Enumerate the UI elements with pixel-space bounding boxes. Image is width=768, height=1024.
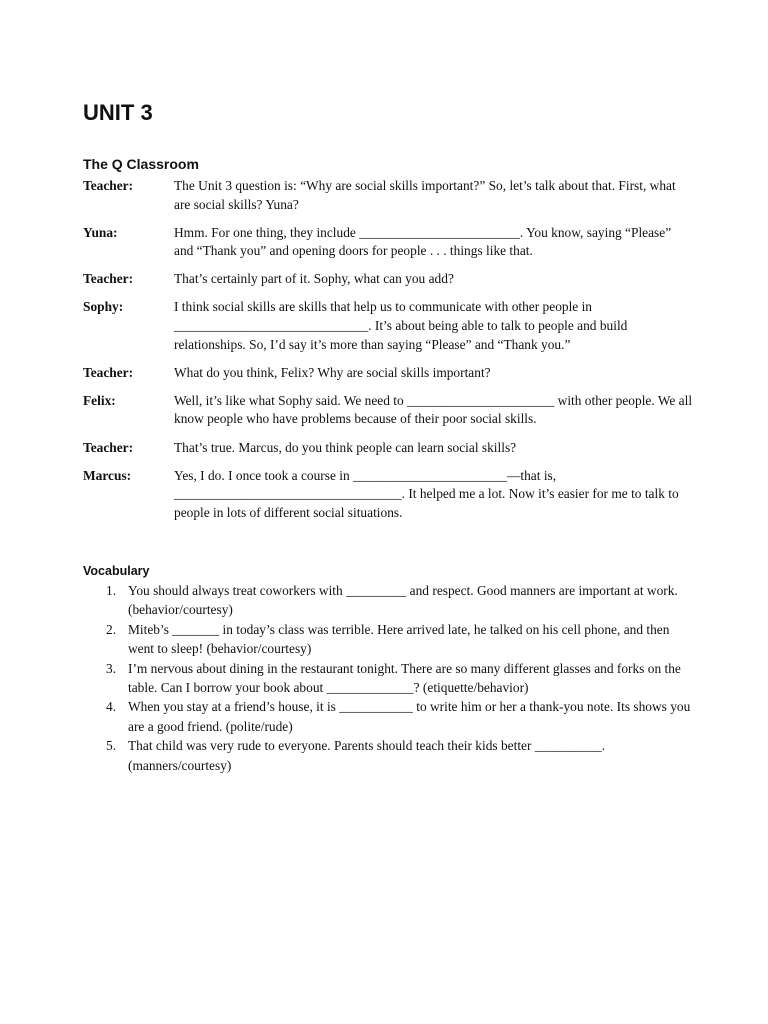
item-number: 5.	[106, 738, 117, 754]
vocabulary-heading: Vocabulary	[83, 564, 150, 578]
dialogue-turn	[83, 467, 693, 523]
dialogue-turn	[83, 177, 693, 214]
speaker-label: Teacher:	[83, 178, 134, 193]
unit-title: UNIT 3	[83, 100, 153, 125]
item-text: You should always treat coworkers with _________ and respect. Good manners are important at work. (behavior/courtesy)	[128, 583, 678, 618]
item-text: Miteb’s _______ in today’s class was terrible. Here arrived late, he talked on his cell phone, and then went to sleep! (behavior/courtesy)	[128, 621, 670, 657]
speaker-label: Sophy:	[83, 299, 124, 315]
item-text: I’m nervous about dining in the restaurant tonight. There are so many different glasses and forks on the table. Can I borrow your book about _____________? (etiquette/behavior)	[128, 660, 681, 696]
speaker-label: Yuna:	[83, 224, 118, 240]
dialogue	[83, 177, 693, 532]
vocabulary-list	[83, 581, 693, 775]
dialogue-turn	[83, 439, 693, 458]
speech-text: Well, it’s like what Sophy said. We need to ______________________ with other people. We all know people who have problems because of their poor social skills.	[174, 392, 693, 427]
vocabulary-item	[83, 620, 693, 659]
dialogue-turn	[83, 298, 693, 354]
vocabulary-item	[83, 581, 693, 620]
vocabulary-item	[83, 736, 693, 775]
dialogue-turn	[83, 224, 693, 261]
item-text: When you stay at a friend’s house, it is ___________ to write him or her a thank-you note. Its shows you are a good friend. (polite/rude)	[128, 699, 691, 734]
speech-text: What do you think, Felix? Why are social skills important?	[174, 364, 491, 380]
item-text: That child was very rude to everyone. Parents should teach their kids better __________. (manners/courtesy)	[128, 738, 606, 773]
speaker-label: Felix:	[83, 392, 116, 408]
vocabulary-item	[83, 659, 693, 698]
speaker-label: Teacher:	[83, 364, 134, 380]
item-number: 3.	[106, 660, 117, 676]
item-number: 4.	[106, 699, 117, 715]
vocabulary-item	[83, 697, 693, 736]
speaker-label: Teacher:	[83, 439, 134, 455]
speech-text: That’s certainly part of it. Sophy, what can you add?	[174, 271, 454, 287]
speech-text: Hmm. For one thing, they include ________________________. You know, saying “Please” and “Thank you” and opening doors for people . . . things like that.	[174, 224, 672, 259]
item-number: 2.	[106, 621, 117, 637]
speech-text: The Unit 3 question is: “Why are social skills important?” So, let’s talk about that. First, what are social skills? Yuna?	[174, 178, 676, 212]
speech-text: I think social skills are skills that help us to communicate with other people in _____________________________. It’s about being able to talk to people and build relationships. So, I’d say it’s more than saying “Please” and “Thank you.”	[174, 299, 628, 352]
speech-text: That’s true. Marcus, do you think people can learn social skills?	[174, 439, 517, 455]
speaker-label: Marcus:	[83, 467, 132, 483]
item-number: 1.	[106, 583, 117, 598]
dialogue-turn	[83, 364, 693, 383]
speaker-label: Teacher:	[83, 271, 134, 287]
speech-text: Yes, I do. I once took a course in _______________________—that is, __________________________________. It helped me a lot. Now it’s easier for me to talk to people in lots of different social situations.	[174, 467, 679, 520]
dialogue-turn	[83, 392, 693, 429]
section-heading: The Q Classroom	[83, 156, 199, 172]
dialogue-turn	[83, 270, 693, 289]
